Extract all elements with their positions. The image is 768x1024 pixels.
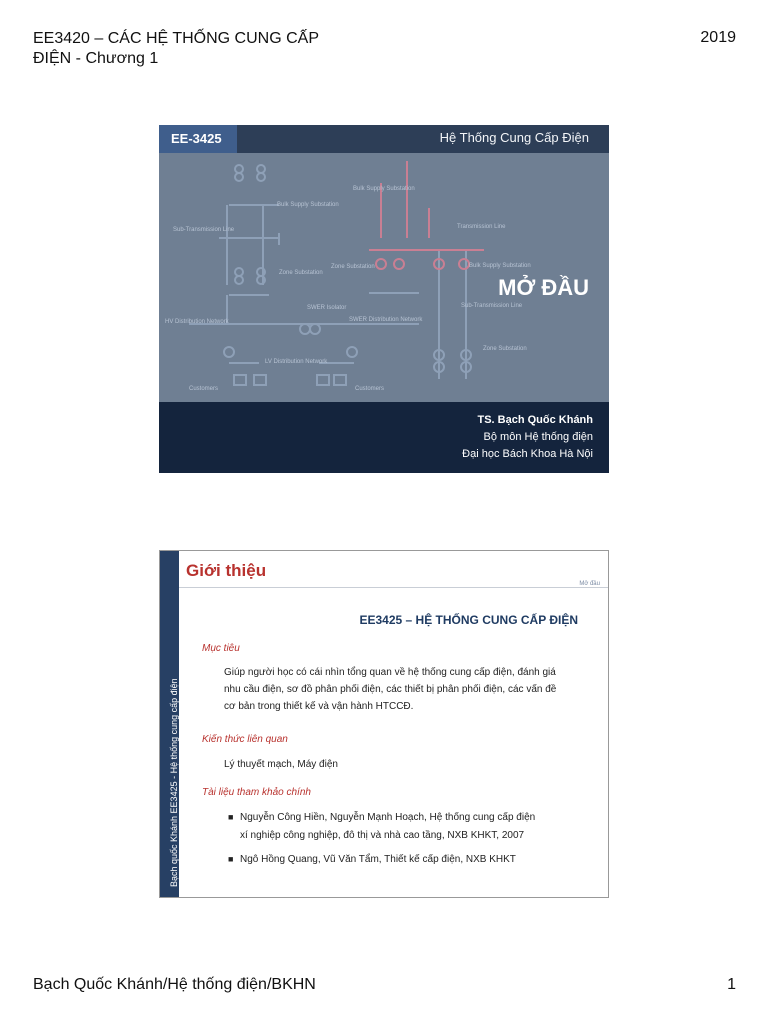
label-customers-1: Customers: [189, 386, 219, 392]
header-title-line2: ĐIỆN - Chương 1: [33, 50, 159, 67]
label-tai-lieu: Tài liệu tham khảo chính: [202, 787, 311, 798]
slide-side-bar: [160, 551, 179, 898]
reference-1-line2: xí nghiệp công nghiệp, đô thị và nhà cao tầng, NXB KHKT, 2007: [240, 830, 525, 841]
label-zone-1: Zone Substation: [279, 270, 323, 276]
label-zone-3: Zone Substation: [483, 346, 527, 352]
slide-intro: [159, 550, 609, 898]
bullet-icon: ■: [228, 812, 234, 822]
footer-page-number: 1: [727, 976, 736, 993]
header-title: [33, 29, 319, 69]
author-university: Đại học Bách Khoa Hà Nội: [462, 448, 593, 460]
reference-1-line1: Nguyễn Công Hiền, Nguyễn Mạnh Hoạch, Hệ thống cung cấp điện: [240, 812, 536, 823]
label-zone-2: Zone Substation: [331, 264, 375, 270]
label-swer-distribution: SWER Distribution Network: [349, 317, 423, 323]
bullet-icon: ■: [228, 854, 234, 864]
author-name: TS. Bạch Quốc Khánh: [477, 414, 593, 426]
label-subtransmission-2: Sub-Transmission Line: [461, 303, 523, 309]
muc-tieu-text: Giúp người học có cái nhìn tổng quan về hệ thống cung cấp điện, đánh giá nhu cầu điện, sơ đồ phân phối điện, các thiết bị phân phối điện, các vấn đề cơ bản trong thiết kế và vận hành HTCCĐ.: [224, 667, 557, 712]
kien-thuc-text: Lý thuyết mạch, Máy điện: [224, 759, 338, 770]
label-bulk-supply-3: Bulk Supply Substation: [469, 263, 531, 269]
slide-title: [159, 125, 609, 473]
course-tag: EE-3425: [159, 125, 237, 153]
label-kien-thuc: Kiến thức liên quan: [202, 734, 288, 745]
slide-course-title: Hệ Thống Cung Cấp Điện: [439, 130, 589, 145]
slide-intro-title: Giới thiệu: [186, 561, 267, 580]
slide-main-title: MỞ ĐẦU: [498, 275, 589, 300]
slide-section-label: Mở đầu: [579, 581, 600, 587]
author-department: Bộ môn Hệ thống điện: [483, 431, 593, 443]
label-hv-distribution: HV Distribution Network: [165, 319, 229, 325]
header-title-line1: EE3420 – CÁC HỆ THỐNG CUNG CẤP: [33, 30, 320, 47]
label-muc-tieu: Mục tiêu: [202, 643, 240, 654]
title-divider: [179, 587, 609, 588]
label-bulk-supply-2: Bulk Supply Substation: [353, 186, 415, 192]
label-lv-distribution: LV Distribution Network: [265, 359, 328, 365]
label-customers-2: Customers: [355, 386, 385, 392]
course-heading: EE3425 – HỆ THỐNG CUNG CẤP ĐIỆN: [359, 613, 578, 627]
header-year: 2019: [700, 29, 736, 46]
reference-2: Ngô Hồng Quang, Vũ Văn Tẩm, Thiết kế cấp điện, NXB KHKT: [240, 854, 516, 865]
slide-author-footer: [159, 402, 609, 473]
label-subtransmission: Sub-Transmission Line: [173, 227, 235, 233]
label-swer-isolator: SWER Isolator: [307, 305, 347, 311]
slide-side-text: Bạch quốc Khánh EE3425 - Hệ thống cung cấp điện: [169, 678, 179, 887]
label-transmission: Transmission Line: [457, 224, 506, 230]
footer-author: Bạch Quốc Khánh/Hệ thống điện/BKHN: [33, 976, 316, 993]
label-bulk-supply-1: Bulk Supply Substation: [277, 202, 339, 208]
